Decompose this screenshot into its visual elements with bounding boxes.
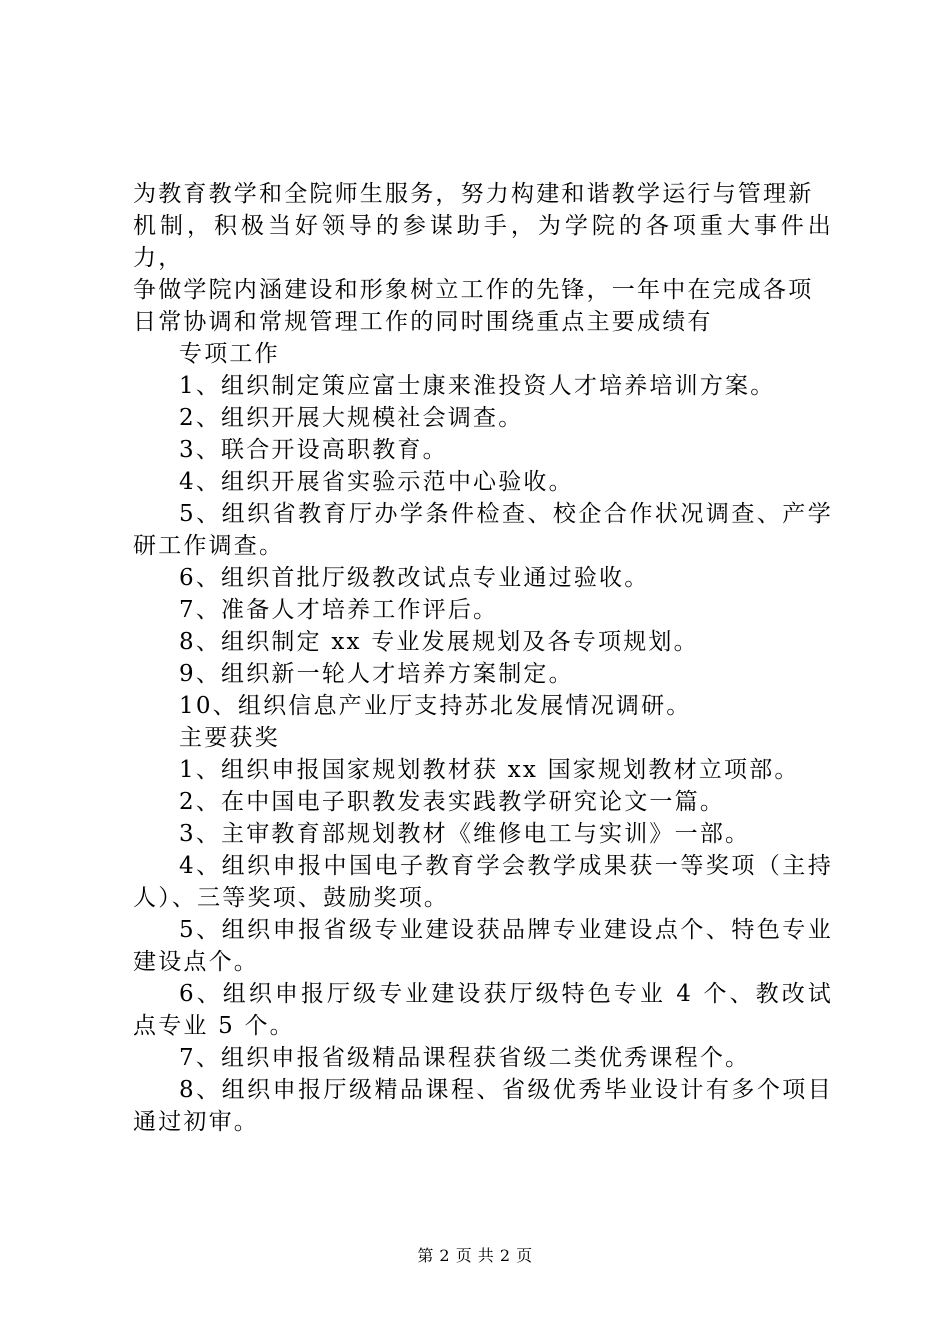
list-item: 2、组织开展大规模社会调查。 [179, 405, 524, 431]
intro-paragraph [133, 178, 833, 338]
list-item: 1、组织申报国家规划教材获 xx 国家规划教材立项部。 [179, 757, 800, 783]
list-item: 6、组织首批厅级教改试点专业通过验收。 [179, 565, 650, 591]
list-item: 8、组织申报厅级精品课程、省级优秀毕业设计有多个项目通过初审。 [133, 1077, 833, 1135]
list-item: 10、组织信息产业厅支持苏北发展情况调研。 [179, 693, 692, 719]
intro-line: 为教育教学和全院师生服务，努力构建和谐教学运行与管理新 [133, 181, 814, 207]
list-item: 8、组织制定 xx 专业发展规划及各专项规划。 [179, 629, 699, 655]
list-item: 6、组织申报厅级专业建设获厅级特色专业 4 个、教改试点专业 5 个。 [133, 981, 833, 1039]
list-item: 3、主审教育部规划教材《维修电工与实训》一部。 [179, 821, 751, 847]
intro-line: 日常协调和常规管理工作的同时围绕重点主要成绩有 [133, 309, 713, 335]
list-item: 5、组织申报省级专业建设获品牌专业建设点个、特色专业建设点个。 [133, 917, 833, 975]
list-item: 1、组织制定策应富士康来淮投资人才培养培训方案。 [179, 373, 776, 399]
intro-line: 争做学院内涵建设和形象树立工作的先锋，一年中在完成各项 [133, 277, 814, 303]
section-heading-awards: 主要获奖 [179, 725, 280, 751]
list-item: 7、准备人才培养工作评后。 [179, 597, 499, 623]
page-footer: 第 2 页 共 2 页 [417, 1246, 533, 1265]
list-item: 7、组织申报省级精品课程获省级二类优秀课程个。 [179, 1045, 751, 1071]
list-item: 4、组织申报中国电子教育学会教学成果获一等奖项（主持人）、三等奖项、鼓励奖项。 [133, 853, 833, 911]
intro-line: 机制，积极当好领导的参谋助手，为学院的各项重大事件出力， [133, 213, 833, 271]
section-heading-special-work: 专项工作 [179, 341, 280, 367]
list-item: 9、组织新一轮人才培养方案制定。 [179, 661, 574, 687]
list-item: 4、组织开展省实验示范中心验收。 [179, 469, 574, 495]
document-body [133, 178, 833, 1138]
list-item: 2、在中国电子职教发表实践教学研究论文一篇。 [179, 789, 726, 815]
list-item: 5、组织省教育厅办学条件检查、校企合作状况调查、产学研工作调查。 [133, 501, 833, 559]
list-item: 3、联合开设高职教育。 [179, 437, 448, 463]
